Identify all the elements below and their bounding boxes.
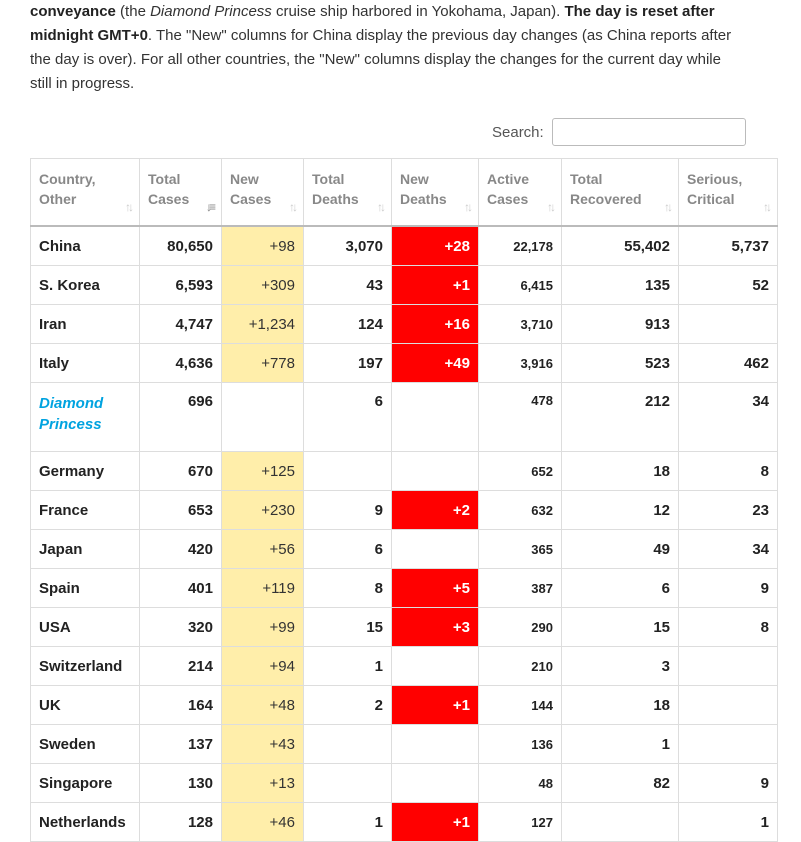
column-header-line2: Cases: [230, 191, 272, 207]
column-header-line1: Active: [487, 171, 530, 187]
table-row: [31, 569, 778, 608]
column-header[interactable]: [479, 159, 562, 227]
table-body: [31, 226, 778, 842]
total-deaths-cell: 1: [304, 803, 392, 842]
country-cell: Spain: [31, 569, 140, 608]
total-cases-cell: 137: [140, 725, 222, 764]
new-cases-cell: +98: [222, 226, 304, 266]
new-deaths-cell: +1: [392, 803, 479, 842]
total-deaths-cell: [304, 764, 392, 803]
column-header-line1: Country,: [39, 171, 96, 187]
serious-critical-cell: [679, 305, 778, 344]
new-deaths-cell: [392, 452, 479, 491]
serious-critical-cell: 1: [679, 803, 778, 842]
total-recovered-cell: 135: [562, 266, 679, 305]
column-header[interactable]: [222, 159, 304, 227]
new-deaths-cell: [392, 383, 479, 452]
new-cases-cell: +1,234: [222, 305, 304, 344]
serious-critical-cell: 23: [679, 491, 778, 530]
total-deaths-cell: 3,070: [304, 226, 392, 266]
table-row: [31, 344, 778, 383]
total-cases-cell: 128: [140, 803, 222, 842]
table-row: [31, 686, 778, 725]
column-header-line1: Total: [148, 171, 181, 187]
table-header-row: [31, 159, 778, 227]
total-recovered-cell: 6: [562, 569, 679, 608]
new-deaths-cell: +3: [392, 608, 479, 647]
new-cases-cell: +99: [222, 608, 304, 647]
total-cases-cell: 4,747: [140, 305, 222, 344]
active-cases-cell: 3,916: [479, 344, 562, 383]
table-row: [31, 803, 778, 842]
table-row: [31, 764, 778, 803]
active-cases-cell: 652: [479, 452, 562, 491]
active-cases-cell: 632: [479, 491, 562, 530]
total-recovered-cell: [562, 803, 679, 842]
serious-critical-cell: [679, 686, 778, 725]
column-header-line2: Recovered: [570, 191, 642, 207]
column-header-line1: New: [230, 171, 259, 187]
active-cases-cell: 127: [479, 803, 562, 842]
new-deaths-cell: +1: [392, 266, 479, 305]
new-deaths-cell: +49: [392, 344, 479, 383]
total-cases-cell: 130: [140, 764, 222, 803]
serious-critical-cell: 8: [679, 452, 778, 491]
country-cell: France: [31, 491, 140, 530]
country-cell: China: [31, 226, 140, 266]
table-row: [31, 383, 778, 452]
total-recovered-cell: 18: [562, 452, 679, 491]
serious-critical-cell: 52: [679, 266, 778, 305]
country-cell: [31, 383, 140, 452]
new-cases-cell: +94: [222, 647, 304, 686]
sort-arrows-icon[interactable]: ↑↓: [763, 200, 769, 214]
new-cases-cell: +119: [222, 569, 304, 608]
search-label: Search:: [492, 123, 544, 141]
sort-arrows-icon[interactable]: ↑↓: [289, 200, 295, 214]
intro-text-2: (the: [115, 3, 151, 20]
table-row: [31, 266, 778, 305]
new-cases-cell: +56: [222, 530, 304, 569]
intro-bold-2: The day is reset after midnight GMT+0: [30, 3, 715, 44]
table-row: [31, 226, 778, 266]
active-cases-cell: 144: [479, 686, 562, 725]
total-cases-cell: 214: [140, 647, 222, 686]
country-cell: S. Korea: [31, 266, 140, 305]
total-recovered-cell: 82: [562, 764, 679, 803]
total-cases-cell: 670: [140, 452, 222, 491]
column-header-line2: Other: [39, 191, 77, 207]
column-header-line1: Total: [570, 171, 603, 187]
serious-critical-cell: 34: [679, 530, 778, 569]
table-row: [31, 305, 778, 344]
active-cases-cell: 478: [479, 383, 562, 452]
country-cell: Sweden: [31, 725, 140, 764]
intro-italic: Diamond Princess: [150, 3, 272, 20]
country-cell: Germany: [31, 452, 140, 491]
column-header[interactable]: [140, 159, 222, 227]
active-cases-cell: 365: [479, 530, 562, 569]
intro-text-6: . The "New" columns for China display the previous day changes (as China reports after the day is over). For all other countries, the "New" columns display the changes for the current day while still in progress.: [30, 27, 732, 92]
total-recovered-cell: 212: [562, 383, 679, 452]
new-deaths-cell: [392, 725, 479, 764]
sort-arrows-icon[interactable]: ↑↓: [125, 200, 131, 214]
total-deaths-cell: [304, 725, 392, 764]
total-deaths-cell: 9: [304, 491, 392, 530]
serious-critical-cell: [679, 725, 778, 764]
serious-critical-cell: 462: [679, 344, 778, 383]
column-header[interactable]: [304, 159, 392, 227]
new-cases-cell: +46: [222, 803, 304, 842]
column-header-line2: Deaths: [312, 191, 359, 207]
sort-arrows-icon[interactable]: ↑↓: [377, 200, 383, 214]
table-row: [31, 725, 778, 764]
new-cases-cell: [222, 383, 304, 452]
total-deaths-cell: 1: [304, 647, 392, 686]
country-cell: USA: [31, 608, 140, 647]
country-cell: Japan: [31, 530, 140, 569]
new-deaths-cell: +28: [392, 226, 479, 266]
country-cell: Switzerland: [31, 647, 140, 686]
new-cases-cell: +48: [222, 686, 304, 725]
active-cases-cell: 48: [479, 764, 562, 803]
active-cases-cell: 210: [479, 647, 562, 686]
column-header-line1: Total: [312, 171, 345, 187]
column-header[interactable]: [392, 159, 479, 227]
total-cases-cell: 164: [140, 686, 222, 725]
new-deaths-cell: [392, 647, 479, 686]
total-deaths-cell: 15: [304, 608, 392, 647]
active-cases-cell: 22,178: [479, 226, 562, 266]
intro-paragraph: [30, 0, 740, 96]
column-header-line1: Serious,: [687, 171, 743, 187]
table-row: [31, 491, 778, 530]
serious-critical-cell: 9: [679, 764, 778, 803]
table-row: [31, 647, 778, 686]
total-recovered-cell: 55,402: [562, 226, 679, 266]
column-header[interactable]: [679, 159, 778, 227]
total-cases-cell: 80,650: [140, 226, 222, 266]
total-recovered-cell: 3: [562, 647, 679, 686]
total-cases-cell: 4,636: [140, 344, 222, 383]
column-header-line1: New: [400, 171, 429, 187]
new-deaths-cell: [392, 530, 479, 569]
total-deaths-cell: [304, 452, 392, 491]
total-cases-cell: 6,593: [140, 266, 222, 305]
total-deaths-cell: 6: [304, 530, 392, 569]
serious-critical-cell: 5,737: [679, 226, 778, 266]
active-cases-cell: 290: [479, 608, 562, 647]
new-cases-cell: +309: [222, 266, 304, 305]
new-cases-cell: +230: [222, 491, 304, 530]
total-recovered-cell: 18: [562, 686, 679, 725]
intro-bold-1: conveyance: [30, 3, 116, 20]
serious-critical-cell: 34: [679, 383, 778, 452]
total-deaths-cell: 2: [304, 686, 392, 725]
country-cell: Italy: [31, 344, 140, 383]
total-recovered-cell: 1: [562, 725, 679, 764]
table-row: [31, 530, 778, 569]
total-cases-cell: 696: [140, 383, 222, 452]
active-cases-cell: 3,710: [479, 305, 562, 344]
intro-text-4: cruise ship harbored in Yokohama, Japan).: [271, 3, 565, 20]
total-recovered-cell: 15: [562, 608, 679, 647]
new-deaths-cell: +16: [392, 305, 479, 344]
column-header-line2: Deaths: [400, 191, 447, 207]
active-cases-cell: 387: [479, 569, 562, 608]
total-recovered-cell: 523: [562, 344, 679, 383]
sort-arrows-icon[interactable]: ↑↓: [664, 200, 670, 214]
column-header[interactable]: [562, 159, 679, 227]
country-cell: Netherlands: [31, 803, 140, 842]
country-cell: Singapore: [31, 764, 140, 803]
table-row: [31, 608, 778, 647]
total-recovered-cell: 913: [562, 305, 679, 344]
total-deaths-cell: 197: [304, 344, 392, 383]
column-header-line2: Critical: [687, 191, 735, 207]
total-recovered-cell: 49: [562, 530, 679, 569]
new-cases-cell: +43: [222, 725, 304, 764]
column-header-line2: Cases: [148, 191, 190, 207]
ship-link[interactable]: Diamond Princess: [39, 395, 104, 433]
sort-arrows-icon[interactable]: ↑↓: [464, 200, 470, 214]
total-cases-cell: 653: [140, 491, 222, 530]
new-cases-cell: +778: [222, 344, 304, 383]
total-cases-cell: 320: [140, 608, 222, 647]
new-deaths-cell: +1: [392, 686, 479, 725]
search-input[interactable]: [552, 118, 746, 146]
sort-desc-icon[interactable]: ↓≡: [205, 200, 213, 214]
new-deaths-cell: +5: [392, 569, 479, 608]
total-deaths-cell: 6: [304, 383, 392, 452]
total-cases-cell: 401: [140, 569, 222, 608]
new-cases-cell: +13: [222, 764, 304, 803]
column-header-line2: Cases: [487, 191, 529, 207]
total-deaths-cell: 8: [304, 569, 392, 608]
sort-arrows-icon[interactable]: ↑↓: [547, 200, 553, 214]
new-cases-cell: +125: [222, 452, 304, 491]
country-cell: UK: [31, 686, 140, 725]
total-recovered-cell: 12: [562, 491, 679, 530]
cases-table: [30, 158, 778, 842]
serious-critical-cell: 9: [679, 569, 778, 608]
serious-critical-cell: [679, 647, 778, 686]
serious-critical-cell: 8: [679, 608, 778, 647]
search-box: [492, 118, 746, 146]
table-row: [31, 452, 778, 491]
active-cases-cell: 6,415: [479, 266, 562, 305]
new-deaths-cell: +2: [392, 491, 479, 530]
column-header[interactable]: [31, 159, 140, 227]
active-cases-cell: 136: [479, 725, 562, 764]
country-cell: Iran: [31, 305, 140, 344]
total-cases-cell: 420: [140, 530, 222, 569]
new-deaths-cell: [392, 764, 479, 803]
total-deaths-cell: 124: [304, 305, 392, 344]
total-deaths-cell: 43: [304, 266, 392, 305]
